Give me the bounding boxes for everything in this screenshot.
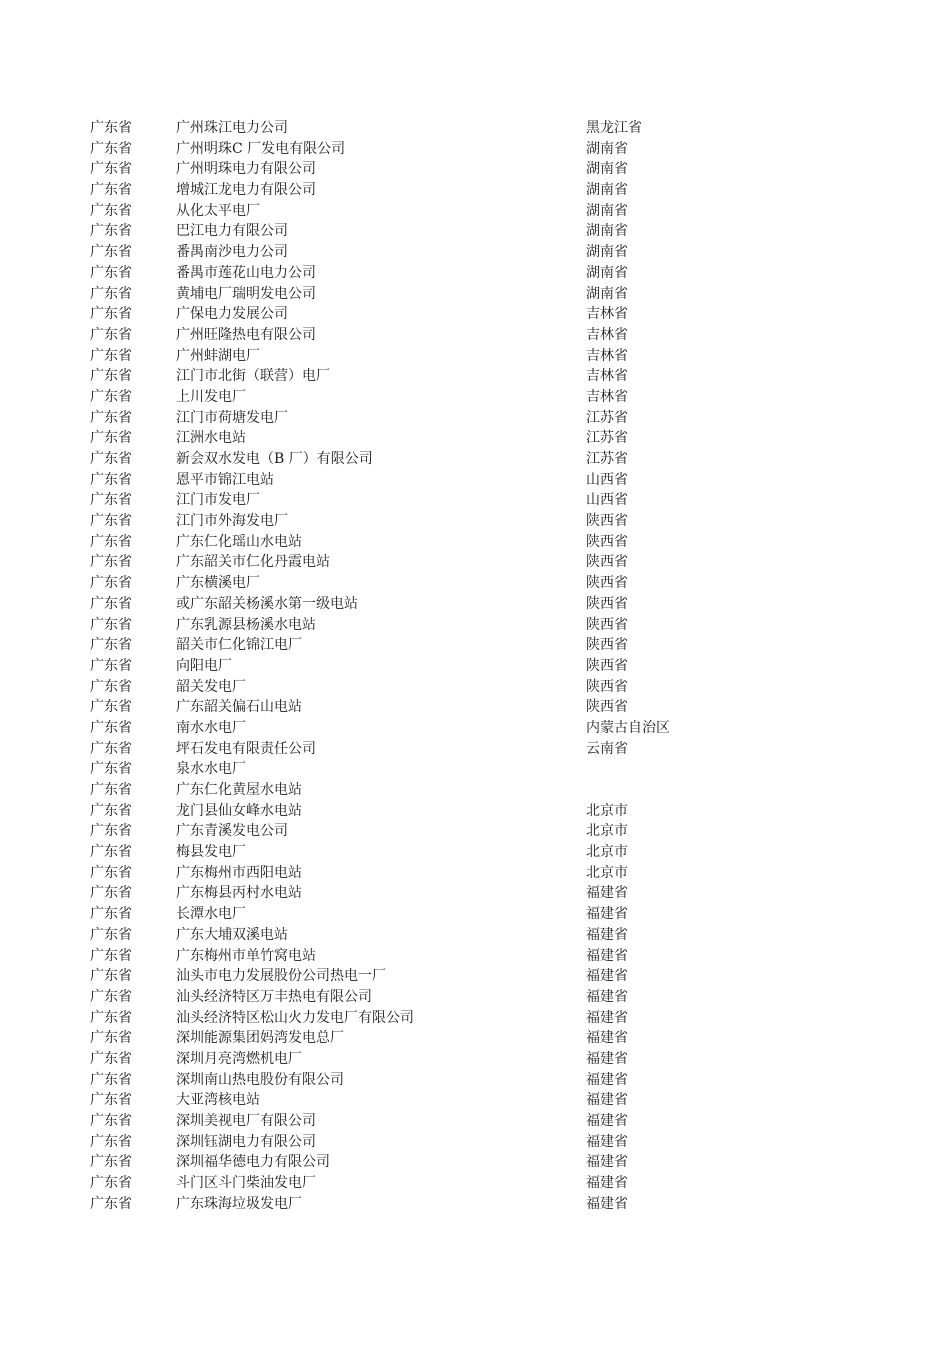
province-cell: 广东省: [90, 161, 132, 178]
region-cell: 陕西省: [586, 616, 628, 633]
table-row: [90, 263, 790, 284]
region-cell: 吉林省: [586, 347, 628, 364]
province-cell: 广东省: [90, 823, 132, 840]
table-row: [90, 615, 790, 636]
plant-name-cell: 广东梅州市西阳电站: [176, 864, 302, 881]
province-cell: 广东省: [90, 844, 132, 861]
table-row: [90, 987, 790, 1008]
table-row: [90, 801, 790, 822]
table-row: [90, 1173, 790, 1194]
table-row: [90, 118, 790, 139]
region-cell: 吉林省: [586, 326, 628, 343]
table-row: [90, 387, 790, 408]
table-row: [90, 408, 790, 429]
province-cell: 广东省: [90, 782, 132, 798]
province-cell: 广东省: [90, 906, 132, 923]
region-cell: 福建省: [586, 968, 628, 985]
plant-name-cell: 广州旺隆热电有限公司: [176, 326, 316, 343]
plant-name-cell: 广东仁化黄屋水电站: [176, 782, 302, 798]
region-cell: 江苏省: [586, 409, 628, 426]
plant-name-cell: 江洲水电站: [176, 430, 246, 447]
table-row: [90, 511, 790, 532]
region-cell: 福建省: [586, 1050, 628, 1067]
province-cell: 广东省: [90, 575, 132, 592]
region-cell: 陕西省: [586, 575, 628, 592]
region-cell: 吉林省: [586, 368, 628, 385]
province-cell: 广东省: [90, 1092, 132, 1109]
plant-name-cell: 番禺市莲花山电力公司: [176, 264, 316, 281]
plant-name-cell: 黄埔电厂瑞明发电公司: [176, 285, 316, 302]
province-cell: 广东省: [90, 492, 132, 509]
table-row: [90, 718, 790, 739]
plant-name-cell: 广东青溪发电公司: [176, 823, 288, 840]
region-cell: 吉林省: [586, 388, 628, 405]
region-cell: 陕西省: [586, 657, 628, 674]
plant-name-cell: 韶关发电厂: [176, 678, 246, 695]
province-cell: 广东省: [90, 326, 132, 343]
province-cell: 广东省: [90, 471, 132, 488]
table-row: [90, 201, 790, 222]
region-cell: 陕西省: [586, 699, 628, 716]
plant-name-cell: 上川发电厂: [176, 388, 246, 405]
region-cell: 福建省: [586, 988, 628, 1005]
province-cell: 广东省: [90, 988, 132, 1005]
plant-name-cell: 从化太平电厂: [176, 202, 260, 219]
province-cell: 广东省: [90, 409, 132, 426]
plant-name-cell: 汕头经济特区松山火力发电厂有限公司: [176, 1009, 414, 1026]
region-cell: 湖南省: [586, 244, 628, 261]
region-cell: 陕西省: [586, 513, 628, 530]
plant-name-cell: 广东珠海垃圾发电厂: [176, 1195, 302, 1212]
plant-name-cell: 江门市荷塘发电厂: [176, 409, 288, 426]
table-row: [90, 925, 790, 946]
plant-name-cell: 江门市外海发电厂: [176, 513, 288, 530]
plant-name-cell: 深圳能源集团妈湾发电总厂: [176, 1030, 344, 1047]
table-row: [90, 159, 790, 180]
province-cell: 广东省: [90, 140, 132, 157]
province-cell: 广东省: [90, 1133, 132, 1150]
region-cell: 湖南省: [586, 140, 628, 157]
plant-name-cell: 广东横溪电厂: [176, 575, 260, 592]
province-cell: 广东省: [90, 761, 132, 778]
province-cell: 广东省: [90, 657, 132, 674]
region-cell: 湖南省: [586, 223, 628, 240]
region-cell: 云南省: [586, 740, 628, 757]
region-cell: 北京市: [586, 844, 628, 861]
plant-name-cell: 江门市北街（联营）电厂: [176, 368, 330, 385]
province-cell: 广东省: [90, 368, 132, 385]
region-cell: 山西省: [586, 471, 628, 488]
plant-name-cell: 广东大埔双溪电站: [176, 926, 288, 943]
province-cell: 广东省: [90, 347, 132, 364]
plant-name-cell: 韶关市仁化锦江电厂: [176, 637, 302, 654]
table-row: [90, 490, 790, 511]
region-cell: 福建省: [586, 1030, 628, 1047]
province-cell: 广东省: [90, 1030, 132, 1047]
plant-name-cell: 增城江龙电力有限公司: [176, 182, 316, 199]
table-row: [90, 904, 790, 925]
province-cell: 广东省: [90, 1195, 132, 1212]
plant-name-cell: 广东韶关市仁化丹霞电站: [176, 554, 330, 571]
plant-name-cell: 广东梅县丙村水电站: [176, 885, 302, 902]
province-cell: 广东省: [90, 802, 132, 819]
table-row: [90, 780, 790, 801]
table-row: [90, 221, 790, 242]
data-sheet: [90, 118, 790, 1214]
province-cell: 广东省: [90, 864, 132, 881]
province-cell: 广东省: [90, 1113, 132, 1129]
region-cell: 福建省: [586, 1113, 628, 1129]
plant-name-cell: 广东梅州市单竹窝电站: [176, 947, 316, 964]
table-row: [90, 1194, 790, 1215]
province-cell: 广东省: [90, 285, 132, 302]
plant-name-cell: 深圳月亮湾燃机电厂: [176, 1050, 302, 1067]
region-cell: 陕西省: [586, 533, 628, 550]
table-row: [90, 139, 790, 160]
region-cell: 湖南省: [586, 182, 628, 199]
plant-name-cell: 深圳福华德电力有限公司: [176, 1154, 330, 1171]
region-cell: 内蒙古自治区: [586, 719, 670, 736]
table-row: [90, 532, 790, 553]
table-row: [90, 304, 790, 325]
province-cell: 广东省: [90, 451, 132, 467]
table-row: [90, 656, 790, 677]
province-cell: 广东省: [90, 1009, 132, 1026]
province-cell: 广东省: [90, 513, 132, 530]
region-cell: 福建省: [586, 1175, 628, 1192]
region-cell: 吉林省: [586, 306, 628, 323]
plant-name-cell: 广东韶关偏石山电站: [176, 699, 302, 716]
province-cell: 广东省: [90, 223, 132, 240]
table-row: [90, 946, 790, 967]
table-row: [90, 325, 790, 346]
region-cell: 福建省: [586, 1133, 628, 1150]
table-row: [90, 552, 790, 573]
province-cell: 广东省: [90, 1175, 132, 1192]
plant-name-cell: 广州蚌湖电厂: [176, 347, 260, 364]
region-cell: 湖南省: [586, 264, 628, 281]
region-cell: 陕西省: [586, 554, 628, 571]
table-row: [90, 883, 790, 904]
plant-name-cell: 斗门区斗门柴油发电厂: [176, 1175, 316, 1192]
plant-name-cell: 广州明珠电力有限公司: [176, 161, 316, 178]
table-row: [90, 1111, 790, 1132]
province-cell: 广东省: [90, 947, 132, 964]
plant-name-cell: 汕头市电力发展股份公司热电一厂: [176, 968, 386, 985]
region-cell: 福建省: [586, 1195, 628, 1212]
plant-name-cell: 深圳南山热电股份有限公司: [176, 1071, 344, 1088]
region-cell: 福建省: [586, 1009, 628, 1026]
table-row: [90, 1090, 790, 1111]
province-cell: 广东省: [90, 202, 132, 219]
region-cell: 福建省: [586, 1154, 628, 1171]
region-cell: 山西省: [586, 492, 628, 509]
plant-name-cell: 巴江电力有限公司: [176, 223, 288, 240]
table-row: [90, 346, 790, 367]
table-row: [90, 677, 790, 698]
province-cell: 广东省: [90, 1050, 132, 1067]
table-row: [90, 594, 790, 615]
plant-name-cell: 梅县发电厂: [176, 844, 246, 861]
plant-name-cell: 汕头经济特区万丰热电有限公司: [176, 988, 372, 1005]
table-row: [90, 242, 790, 263]
table-row: [90, 842, 790, 863]
province-cell: 广东省: [90, 264, 132, 281]
table-row: [90, 1049, 790, 1070]
table-row: [90, 697, 790, 718]
province-cell: 广东省: [90, 182, 132, 199]
region-cell: 湖南省: [586, 285, 628, 302]
plant-name-cell: 或广东韶关杨溪水第一级电站: [176, 595, 358, 612]
province-cell: 广东省: [90, 616, 132, 633]
plant-name-cell: 广东乳源县杨溪水电站: [176, 616, 316, 633]
table-row: [90, 759, 790, 780]
province-cell: 广东省: [90, 120, 132, 136]
plant-name-cell: 广州珠江电力公司: [176, 120, 288, 136]
plant-name-cell: 新会双水发电（B 厂）有限公司: [176, 451, 373, 467]
region-cell: 福建省: [586, 926, 628, 943]
region-cell: 湖南省: [586, 202, 628, 219]
region-cell: 福建省: [586, 906, 628, 923]
plant-name-cell: 泉水水电厂: [176, 761, 246, 778]
region-cell: 福建省: [586, 1092, 628, 1109]
table-row: [90, 1132, 790, 1153]
province-cell: 广东省: [90, 885, 132, 902]
table-row: [90, 428, 790, 449]
province-cell: 广东省: [90, 595, 132, 612]
plant-name-cell: 广东仁化瑶山水电站: [176, 533, 302, 550]
plant-name-cell: 广州明珠C 厂发电有限公司: [176, 140, 346, 157]
plant-name-cell: 广保电力发展公司: [176, 306, 288, 323]
region-cell: 福建省: [586, 885, 628, 902]
province-cell: 广东省: [90, 554, 132, 571]
table-row: [90, 470, 790, 491]
plant-name-cell: 番禺南沙电力公司: [176, 244, 288, 261]
region-cell: 黑龙江省: [586, 120, 642, 136]
province-cell: 广东省: [90, 740, 132, 757]
province-cell: 广东省: [90, 306, 132, 323]
region-cell: 福建省: [586, 947, 628, 964]
province-cell: 广东省: [90, 533, 132, 550]
province-cell: 广东省: [90, 678, 132, 695]
plant-name-cell: 恩平市锦江电站: [176, 471, 274, 488]
region-cell: 陕西省: [586, 595, 628, 612]
table-row: [90, 739, 790, 760]
province-cell: 广东省: [90, 968, 132, 985]
region-cell: 北京市: [586, 823, 628, 840]
plant-name-cell: 大亚湾核电站: [176, 1092, 260, 1109]
table-row: [90, 1152, 790, 1173]
region-cell: 湖南省: [586, 161, 628, 178]
plant-name-cell: 长潭水电厂: [176, 906, 246, 923]
table-row: [90, 1028, 790, 1049]
province-cell: 广东省: [90, 719, 132, 736]
plant-name-cell: 向阳电厂: [176, 657, 232, 674]
province-cell: 广东省: [90, 1071, 132, 1088]
table-row: [90, 449, 790, 470]
region-cell: 江苏省: [586, 430, 628, 447]
region-cell: 北京市: [586, 864, 628, 881]
table-row: [90, 821, 790, 842]
plant-name-cell: 江门市发电厂: [176, 492, 260, 509]
table-row: [90, 1008, 790, 1029]
province-cell: 广东省: [90, 926, 132, 943]
province-cell: 广东省: [90, 244, 132, 261]
province-cell: 广东省: [90, 699, 132, 716]
table-row: [90, 1070, 790, 1091]
table-row: [90, 180, 790, 201]
table-row: [90, 863, 790, 884]
plant-name-cell: 坪石发电有限责任公司: [176, 740, 316, 757]
plant-name-cell: 深圳美视电厂有限公司: [176, 1113, 316, 1129]
province-cell: 广东省: [90, 637, 132, 654]
table-row: [90, 966, 790, 987]
province-cell: 广东省: [90, 1154, 132, 1171]
region-cell: 江苏省: [586, 451, 628, 467]
table-row: [90, 366, 790, 387]
region-cell: 福建省: [586, 1071, 628, 1088]
table-row: [90, 573, 790, 594]
plant-name-cell: 南水水电厂: [176, 719, 246, 736]
province-cell: 广东省: [90, 430, 132, 447]
plant-name-cell: 深圳钰湖电力有限公司: [176, 1133, 316, 1150]
region-cell: 北京市: [586, 802, 628, 819]
province-cell: 广东省: [90, 388, 132, 405]
table-row: [90, 635, 790, 656]
plant-name-cell: 龙门县仙女峰水电站: [176, 802, 302, 819]
table-row: [90, 284, 790, 305]
region-cell: 陕西省: [586, 678, 628, 695]
region-cell: 陕西省: [586, 637, 628, 654]
